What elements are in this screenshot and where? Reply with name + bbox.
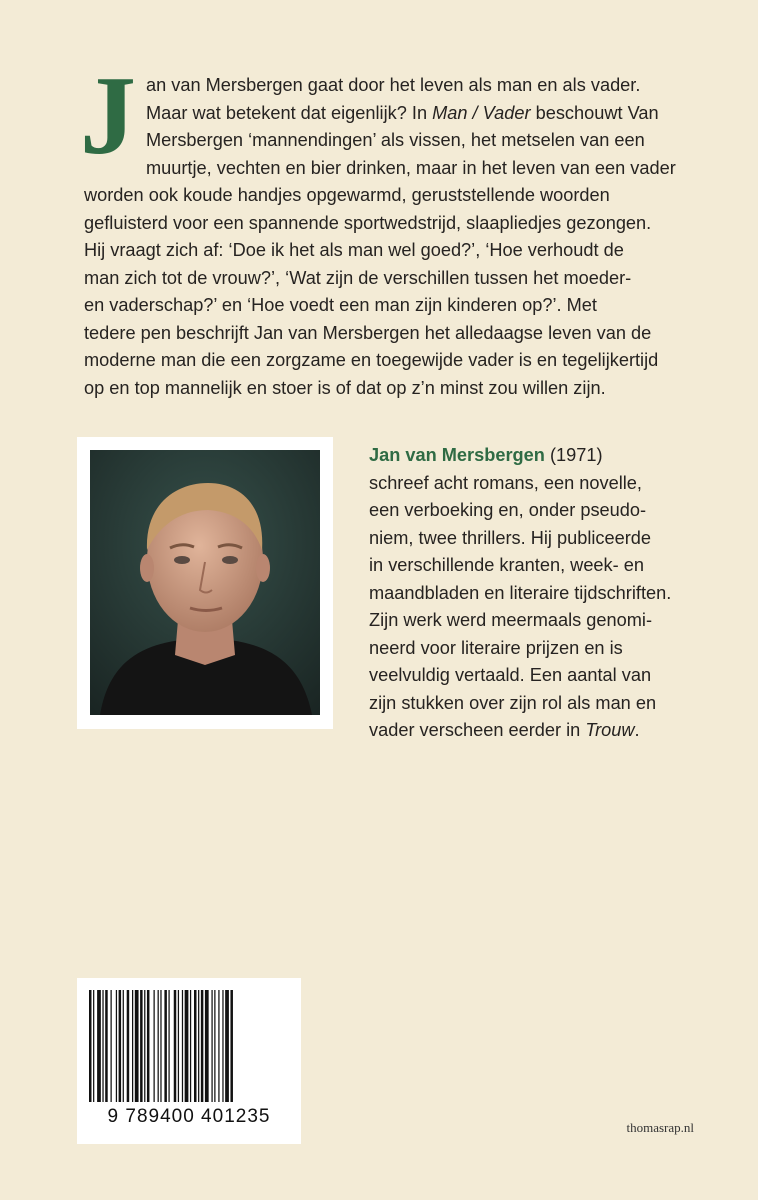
bio-line: in verschillende kranten, week- en: [369, 555, 644, 575]
bio-line: vader verscheen eerder in Trouw.: [369, 720, 640, 740]
bio-line: veelvuldig vertaald. Een aantal van: [369, 665, 652, 685]
bio-line: neerd voor literaire prijzen en is: [369, 637, 623, 658]
author-photo: [90, 450, 320, 715]
blurb: [80, 54, 714, 402]
newspaper-name: Trouw: [585, 720, 635, 740]
barcode-icon: [87, 990, 291, 1102]
drop-cap: J: [80, 54, 136, 178]
blurb-line: gefluisterd voor een spannende sportwedstrijd, slaapliedjes gezongen.: [84, 212, 652, 233]
bio-line: een verboeking en, onder pseudo-: [369, 500, 647, 520]
blurb-line: Mersbergen ‘mannendingen’ als vissen, het metselen van een: [146, 130, 645, 150]
bio-line: Jan van Mersbergen (1971): [369, 445, 603, 465]
blurb-line: an van Mersbergen gaat door het leven als man en als vader.: [146, 75, 641, 95]
blurb-line: Hij vraagt zich af: ‘Doe ik het als man wel goed?’, ‘Hoe verhoudt de: [84, 240, 624, 260]
blurb-line: op en top mannelijk en stoer is of dat op z’n minst zou willen zijn.: [84, 377, 606, 398]
bio-line: maandbladen en literaire tijdschriften.: [369, 582, 672, 603]
author-photo-frame: [77, 437, 333, 729]
author-name: Jan van Mersbergen: [369, 445, 545, 465]
bio-line: schreef acht romans, een novelle,: [369, 472, 642, 493]
author-bio: [369, 442, 729, 745]
bio-line: zijn stukken over zijn rol als man en: [369, 692, 657, 713]
book-title: Man / Vader: [432, 102, 531, 123]
isbn-number: 9 789400 401235: [107, 1106, 271, 1127]
blurb-line: Maar wat betekent dat eigenlijk? In Man / Vader beschouwt Van: [146, 102, 659, 123]
bio-line: Zijn werk werd meermaals genomi-: [369, 610, 652, 630]
blurb-line: moderne man die een zorgzame en toegewijde vader is en tegelijkertijd: [84, 350, 659, 370]
bio-line: niem, twee thrillers. Hij publiceerde: [369, 527, 652, 548]
blurb-line: en vaderschap?’ en ‘Hoe voedt een man zijn kinderen op?’. Met: [84, 295, 597, 315]
author-portrait-illustration: [90, 450, 320, 715]
publisher-website: thomasrap.nl: [626, 1120, 694, 1135]
blurb-line: tedere pen beschrijft Jan van Mersbergen het alledaagse leven van de: [84, 322, 652, 343]
blurb-line: muurtje, vechten en bier drinken, maar in het leven van een vader: [146, 157, 676, 178]
blurb-line: worden ook koude handjes opgewarmd, geruststellende woorden: [84, 185, 610, 205]
barcode-box: [77, 978, 301, 1144]
blurb-line: man zich tot de vrouw?’, ‘Wat zijn de verschillen tussen het moeder-: [84, 267, 632, 288]
